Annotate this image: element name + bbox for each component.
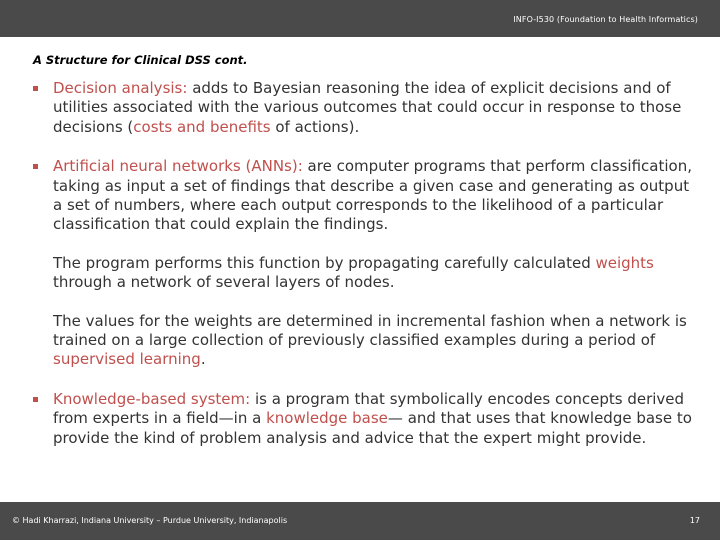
page-number: 17 [689,516,700,525]
slide-title: A Structure for Clinical DSS cont. [33,53,248,67]
footer-credit: © Hadi Kharrazi, Indiana University – Purdue University, Indianapolis [12,516,288,525]
footer-bar [0,502,720,540]
term-label: Artificial neural networks (ANNs): [53,157,303,176]
body-text: The program performs this function by propagating carefully calculated [53,253,596,272]
header-bar [0,0,720,37]
bullet-marker [33,86,38,91]
term-label: Decision analysis: [53,79,188,97]
term-label: Knowledge-based system: [53,389,251,408]
bullet-item-knowledge-based-system [33,390,703,448]
bullet-item-decision-analysis [33,79,703,137]
slide-content [33,79,703,448]
body-text: is a program that symbolically encodes concepts derived from experts in a field—in a [53,389,685,428]
bullet-marker [33,164,38,169]
body-text: — and that uses that knowledge base to provide the kind of problem analysis and advice that the expert might provide. [53,409,692,447]
body-text: are computer programs that perform classification, taking as input a set of findings that describe a given case and generating as output a set of numbers, where each output corresponds to the likelihood of a particular classification that could explain the findings. [53,157,692,234]
bullet-paragraph [53,157,703,235]
highlight-text: knowledge base [266,409,388,428]
sub-paragraph-weights [53,254,703,293]
highlight-text: weights [595,253,654,272]
bullet-marker [33,397,38,402]
body-text: of actions). [270,117,360,136]
body-text: . [200,350,206,369]
highlight-text: costs and benefits [133,117,271,136]
bullet-item-neural-networks [33,157,703,370]
bullet-paragraph [53,390,703,448]
body-text: adds to Bayesian reasoning the idea of explicit decisions and of utilities associated with the various outcomes that could occur in response to those decisions ( [53,79,682,136]
body-text: through a network of several layers of nodes. [53,273,395,292]
sub-paragraph-training [53,312,703,370]
body-text: The values for the weights are determined in incremental fashion when a network is trained on a large collection of previously classified examples during a period of [53,311,687,350]
course-title: INFO-I530 (Foundation to Health Informatics) [513,15,698,24]
highlight-text: supervised learning [53,350,201,369]
bullet-paragraph [53,79,703,137]
